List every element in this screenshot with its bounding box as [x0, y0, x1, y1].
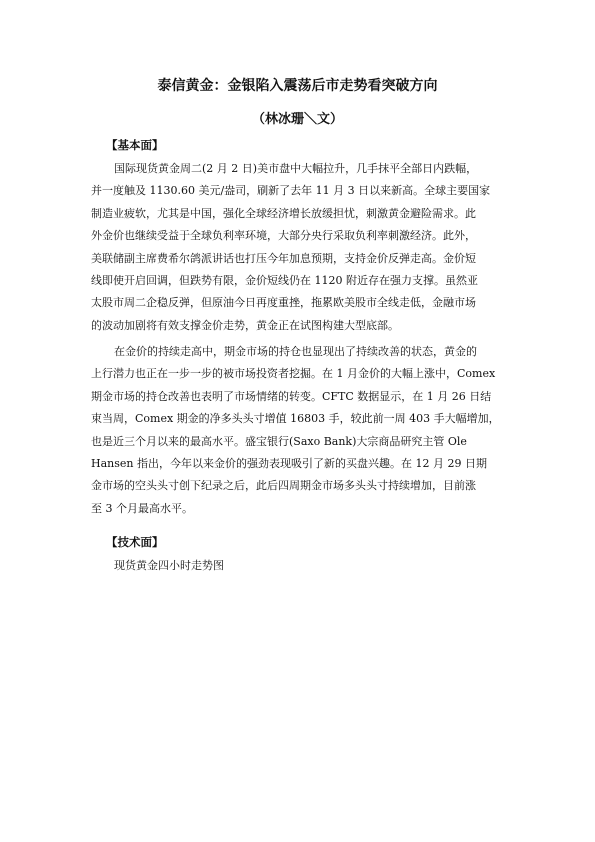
- article-author: （林冰珊＼文）: [251, 112, 343, 127]
- paragraph-line: 线即使开启回调，但跌势有限，金价短线仍在 1120 附近存在强力支撑。虽然亚: [91, 273, 478, 287]
- paragraph-line: 美联储副主席费希尔鸽派讲话也打压今年加息预期，支持金价反弹走高。金价短: [91, 251, 476, 265]
- paragraph-line: 国际现货黄金周二(2 月 2 日)美市盘中大幅拉升，几手抹平全部日内跌幅，: [114, 162, 478, 175]
- paragraph-line: 外金价也继续受益于全球负利率环境，大部分央行采取负利率刺激经济。此外，: [91, 229, 476, 243]
- paragraph-positions: [91, 341, 509, 520]
- paragraph-line: 的波动加剧将有效支撑金价走势，黄金正在试图构建大型底部。: [91, 318, 399, 332]
- paragraph-line: 太股市周二企稳反弹，但原油今日再度重挫，拖累欧美股市全线走低，金融市场: [91, 296, 476, 310]
- paragraph-line: 上行潜力也正在一步一步的被市场投资者挖掘。在 1 月金价的大幅上涨中，Comex: [91, 367, 496, 381]
- paragraph-fundamentals: [91, 158, 509, 337]
- paragraph-line: Hansen 指出，今年以来金价的强劲表现吸引了新的买盘兴趣。在 12 月 29 日期: [91, 456, 487, 470]
- technical-heading: 【技术面】: [106, 535, 164, 549]
- article-title: 泰信黄金：金银陷入震荡后市走势看突破方向: [157, 78, 438, 94]
- paragraph-line: 在金价的持续走高中，期金市场的持仓也显现出了持续改善的状态，黄金的: [114, 345, 477, 358]
- paragraph-line: 金市场的空头头寸创下纪录之后，此后四周期金市场多头头寸持续增加，目前涨: [91, 479, 476, 493]
- paragraph-line: 制造业疲软，尤其是中国，强化全球经济增长放缓担忧，刺激黄金避险需求。此: [91, 206, 476, 220]
- chart-caption: 现货黄金四小时走势图: [114, 559, 224, 572]
- paragraph-line: 也是近三个月以来的最高水平。盛宝银行(Saxo Bank)大宗商品研究主管 Ole: [91, 434, 467, 448]
- paragraph-line: 期金市场的持仓改善也表明了市场情绪的转变。CFTC 数据显示，在 1 月 26 日结: [91, 389, 492, 403]
- fundamentals-heading: 【基本面】: [106, 138, 164, 152]
- paragraph-line: 束当周，Comex 期金的净多头头寸增值 16803 手，较此前一周 403 手大幅增加，: [91, 412, 500, 426]
- paragraph-line: 并一度触及 1130.60 美元/盎司，刷新了去年 11 月 3 日以来新高。全球主要国家: [91, 184, 491, 198]
- paragraph-line: 至 3 个月最高水平。: [91, 501, 193, 515]
